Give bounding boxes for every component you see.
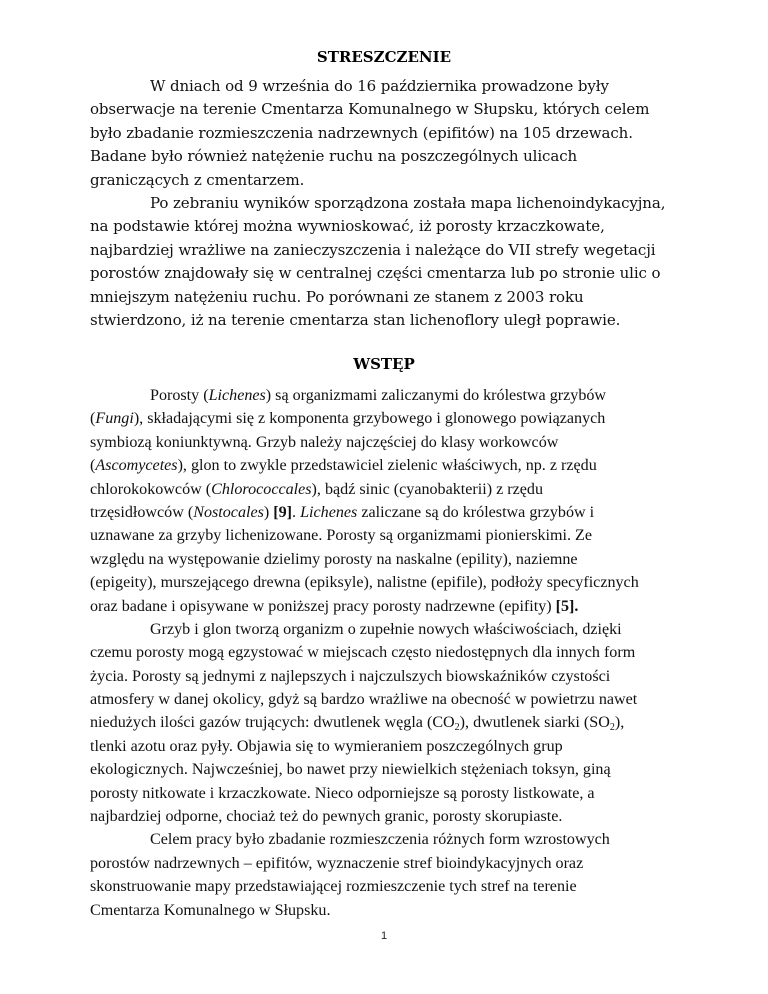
intro-line: Grzyb i glon tworzą organizm o zupełnie nowych właściwościach, dzięki	[150, 620, 622, 638]
intro-line: Cmentarza Komunalnego w Słupsku.	[90, 901, 331, 919]
intro-line: (epigeity), murszejącego drewna (epiksyle), nalistne (epifile), podłoży specyficznych	[90, 574, 639, 592]
citation: [5].	[555, 597, 579, 615]
intro-line: porosty nitkowate i krzaczkowate. Nieco odporniejsze są porosty listkowate, a	[90, 784, 595, 802]
summary-line: W dniach od 9 września do 16 października prowadzone były	[150, 77, 609, 95]
intro-line: względu na występowanie dzielimy porosty na naskalne (epility), naziemne	[90, 550, 578, 568]
intro-line: porostów nadrzewnych – epifitów, wyznaczenie stref bioindykacyjnych oraz	[90, 854, 584, 872]
latin-term: Nostocales	[193, 503, 264, 521]
summary-line: obserwacje na terenie Cmentarza Komunalnego w Słupsku, których celem	[90, 100, 650, 119]
intro-line: atmosfery w danej okolicy, gdyż są bardzo wrażliwe na obecność w powietrzu nawet	[90, 691, 638, 709]
intro-line: tlenki azotu oraz pyły. Objawia się to wymieraniem poszczególnych grup	[90, 737, 563, 755]
summary-heading: STRESZCZENIE	[316, 48, 452, 66]
summary-line: stwierdzono, iż na terenie cmentarza stan lichenoflory uległ poprawie.	[90, 310, 621, 329]
latin-term: Ascomycetes	[95, 457, 178, 475]
citation: [9]	[273, 503, 293, 521]
intro-line: Celem pracy było zbadanie rozmieszczenia różnych form wzrostowych	[150, 831, 610, 849]
intro-line: trzęsidłowców (Nostocales) [9]. Lichenes zaliczane są do królestwa grzybów i	[90, 503, 595, 521]
intro-line: ekologicznych. Najwcześniej, bo nawet przy niewielkich stężeniach toksyn, giną	[90, 761, 611, 779]
latin-term: Lichenes	[208, 387, 266, 404]
summary-line: graniczących z cmentarzem.	[90, 170, 305, 189]
latin-term: Fungi	[95, 410, 134, 428]
latin-term: Chlorococcales	[211, 480, 312, 498]
summary-line: było zbadanie rozmieszczenia nadrzewnych (epifitów) na 105 drzewach.	[90, 123, 633, 142]
intro-line: życia. Porosty są jednymi z najlepszych i najczulszych biowskaźników czystości	[90, 667, 611, 685]
summary-line: Badane było również natężenie ruchu na poszczególnych ulicach	[90, 147, 578, 166]
latin-term: Lichenes	[300, 503, 358, 521]
intro-line: najbardziej odporne, chociaż też do pewnych granic, porosty skorupiaste.	[90, 808, 563, 826]
summary-paragraphs	[90, 75, 690, 332]
summary-line: mniejszym natężeniu ruchu. Po porównani ze stanem z 2003 roku	[90, 287, 584, 306]
intro-line: chlorokokowców (Chlorococcales), bądź sinic (cyanobakterii) z rzędu	[90, 480, 544, 498]
summary-line: na podstawie której można wywnioskować, iż porosty krzaczkowate,	[90, 217, 605, 236]
intro-line: niedużych ilości gazów trujących: dwutlenek węgla $(CO_2)$, dwutlenek siarki $(SO_2)$,	[90, 714, 625, 734]
page-number: 1	[380, 930, 388, 942]
summary-line: najbardziej wrażliwe na zanieczyszczenia i należące do VII strefy wegetacji	[90, 240, 656, 259]
intro-line: (Fungi), składającymi się z komponenta grzybowego i glonowego powiązanych	[90, 410, 606, 428]
intro-line: skonstruowanie mapy przedstawiającej rozmieszczenie tych stref na terenie	[90, 878, 577, 896]
intro-line: symbiozą koniunktywną. Grzyb należy najczęściej do klasy workowców	[90, 433, 559, 451]
summary-line: Po zebraniu wyników sporządzona została mapa lichenoindykacyjna,	[150, 193, 666, 212]
intro-line: (Ascomycetes), glon to zwykle przedstawiciel zielenic właściwych, np. z rzędu	[90, 457, 597, 475]
intro-heading: WSTĘP	[353, 355, 415, 373]
intro-line: uznawane za grzyby lichenizowane. Porosty są organizmami pionierskimi. Ze	[90, 527, 593, 545]
summary-line: porostów znajdowały się w centralnej części cmentarza lub po stronie ulic o	[90, 264, 661, 283]
intro-line: czemu porosty mogą egzystować w miejscach często niedostępnych dla innych form	[90, 644, 636, 662]
intro-line: Porosty (Lichenes) są organizmami zaliczanymi do królestwa grzybów	[150, 387, 607, 404]
intro-paragraphs	[90, 384, 690, 922]
intro-line: oraz badane i opisywane w poniższej pracy porosty nadrzewne (epifity) [5].	[90, 597, 579, 615]
